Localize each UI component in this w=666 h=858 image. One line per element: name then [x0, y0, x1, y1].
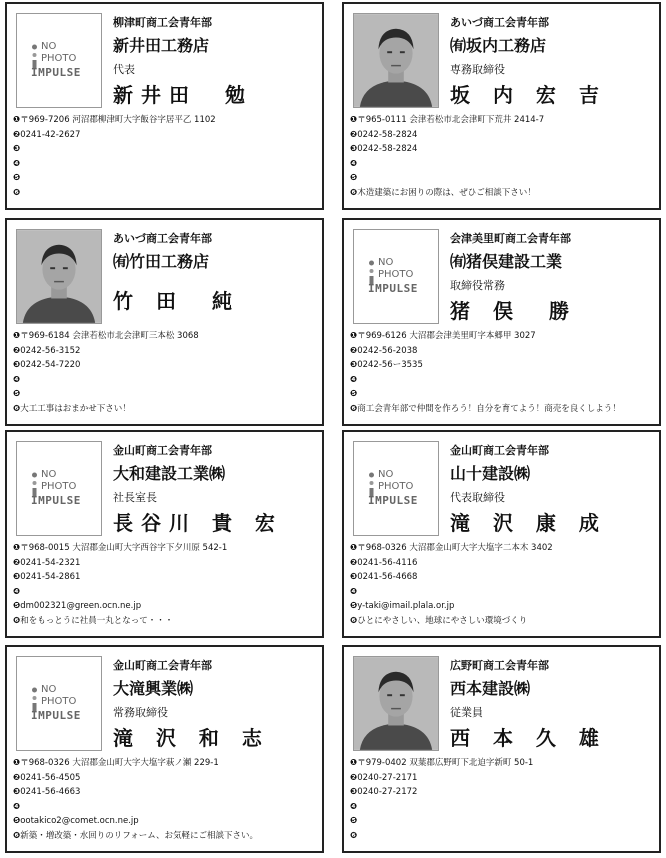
item-marker: ❷ — [13, 772, 21, 783]
company-name: 大滝興業㈱ — [113, 679, 194, 698]
item-marker: ❸ — [13, 360, 21, 371]
item-marker: ❻ — [350, 187, 358, 198]
item-marker: ❹ — [13, 374, 21, 385]
contact-item — [13, 186, 318, 201]
organization-name: 広野町商工会青年部 — [450, 659, 549, 672]
item-text: 〒968-0326 大沼郡金山町大字大塩字萩ノ瀬 229-1 — [20, 758, 219, 768]
item-marker: ❻ — [350, 830, 358, 841]
person-name: 猪 俣 勝 — [450, 299, 577, 323]
placeholder-no-photo-text — [41, 469, 76, 493]
contact-list — [13, 756, 318, 844]
item-text: 木造建築にお困りの際は、ぜひご相談下さい！ — [357, 187, 536, 198]
item-marker: ❶ — [350, 331, 358, 341]
organization-name: あいづ商工会青年部 — [113, 232, 212, 245]
item-marker: ❶ — [13, 331, 21, 341]
placeholder-logo-icon — [31, 44, 38, 68]
organization-name: 会津美里町商工会青年部 — [450, 232, 571, 245]
company-name: ㈲竹田工務店 — [113, 252, 210, 271]
contact-item — [13, 142, 318, 157]
item-marker: ❷ — [350, 772, 358, 783]
placeholder-brand: IMPULSE — [31, 494, 81, 507]
contact-item — [13, 402, 318, 417]
job-title: 従業員 — [450, 706, 483, 719]
contact-item — [13, 599, 318, 614]
item-marker: ❷ — [350, 345, 358, 356]
member-card — [342, 218, 661, 426]
person-name: 竹 田 純 — [113, 289, 240, 313]
contact-item — [13, 358, 318, 373]
item-marker: ❺ — [13, 173, 21, 184]
contact-list — [350, 541, 655, 629]
contact-item — [350, 829, 655, 844]
item-marker: ❺ — [350, 601, 358, 612]
contact-item — [13, 329, 318, 344]
portrait-photo — [354, 14, 438, 107]
item-text: y-taki@imail.plala.or.jp — [357, 601, 455, 612]
placeholder-no-photo-text — [378, 469, 413, 493]
job-title: 社長室長 — [113, 491, 157, 504]
person-name: 新井田 勉 — [113, 83, 253, 107]
company-name: 新井田工務店 — [113, 36, 210, 55]
member-photo — [16, 13, 102, 108]
item-text: 0241-56-4505 — [20, 772, 81, 783]
contact-list — [13, 329, 318, 417]
placeholder-logo-icon — [368, 472, 375, 496]
item-text: 0241-56-4116 — [357, 557, 418, 568]
item-text: ootakico2@comet.ocn.ne.jp — [20, 816, 139, 827]
contact-item — [13, 800, 318, 815]
member-card — [342, 2, 661, 210]
placeholder-logo-icon — [31, 472, 38, 496]
item-text: 0240-27-2172 — [357, 787, 418, 798]
portrait-photo — [17, 230, 101, 323]
contact-item — [350, 344, 655, 359]
item-text: 0241-42-2627 — [20, 129, 81, 140]
contact-item — [350, 599, 655, 614]
job-title: 専務取締役 — [450, 63, 505, 76]
member-card — [5, 430, 324, 638]
item-text: 〒969-6184 会津若松市北会津町三本松 3068 — [20, 331, 199, 341]
item-marker: ❹ — [13, 801, 21, 812]
contact-item — [350, 541, 655, 556]
item-marker: ❹ — [350, 158, 358, 169]
contact-item — [13, 771, 318, 786]
item-text: 0241-54-2321 — [20, 557, 81, 568]
item-marker: ❹ — [13, 586, 21, 597]
item-marker: ❻ — [350, 403, 358, 414]
item-marker: ❸ — [13, 572, 21, 583]
organization-name: 金山町商工会青年部 — [113, 659, 212, 672]
item-text: 0242-58-2824 — [357, 129, 418, 140]
item-marker: ❸ — [350, 144, 358, 155]
item-marker: ❹ — [13, 158, 21, 169]
contact-item — [13, 556, 318, 571]
item-text: 〒969-7206 河沼郡柳津町大字飯谷字居平乙 1102 — [20, 115, 216, 125]
placeholder-logo-icon — [368, 260, 375, 284]
contact-item — [350, 142, 655, 157]
contact-item — [350, 785, 655, 800]
contact-item — [350, 771, 655, 786]
contact-list — [13, 113, 318, 201]
item-text: 0241-56-4663 — [20, 787, 81, 798]
contact-list — [350, 756, 655, 844]
item-marker: ❻ — [13, 830, 21, 841]
placeholder-brand: IMPULSE — [368, 494, 418, 507]
contact-item — [13, 570, 318, 585]
item-text: 〒968-0015 大沼郡金山町大字西谷字下夕川原 542-1 — [20, 543, 228, 553]
item-marker: ❶ — [350, 758, 358, 768]
job-title: 代表取締役 — [450, 491, 505, 504]
item-marker: ❶ — [13, 543, 21, 553]
item-marker: ❷ — [13, 345, 21, 356]
contact-item — [350, 128, 655, 143]
job-title: 代表 — [113, 63, 135, 76]
item-marker: ❺ — [350, 389, 358, 400]
member-photo — [353, 441, 439, 536]
member-photo — [16, 229, 102, 324]
contact-item — [350, 171, 655, 186]
person-name: 長谷川 貴 宏 — [113, 511, 283, 535]
member-photo — [16, 441, 102, 536]
item-text: 商工会青年部で仲間を作ろう！自分を育てよう！商売を良くしよう！ — [357, 403, 621, 414]
contact-item — [13, 387, 318, 402]
contact-item — [13, 344, 318, 359]
contact-item — [350, 373, 655, 388]
person-name: 滝 沢 康 成 — [450, 511, 607, 535]
item-text: 和をもっとうに社員一丸となって・・・ — [20, 615, 174, 626]
person-name: 西 本 久 雄 — [450, 726, 607, 750]
contact-item — [13, 785, 318, 800]
contact-item — [13, 113, 318, 128]
item-marker: ❸ — [13, 144, 21, 155]
item-marker: ❷ — [13, 557, 21, 568]
item-text: 0242-56ー3535 — [357, 360, 423, 371]
company-name: ㈲猪俣建設工業 — [450, 252, 563, 271]
member-card — [342, 430, 661, 638]
item-marker: ❺ — [13, 816, 21, 827]
item-marker: ❶ — [350, 543, 358, 553]
contact-item — [13, 171, 318, 186]
job-title: 取締役常務 — [450, 279, 505, 292]
item-marker: ❶ — [13, 758, 21, 768]
member-card — [5, 218, 324, 426]
placeholder-no-photo-text — [41, 41, 76, 65]
placeholder-brand: IMPULSE — [368, 282, 418, 295]
contact-item — [13, 585, 318, 600]
item-marker: ❻ — [13, 615, 21, 626]
contact-item — [13, 128, 318, 143]
member-photo — [16, 656, 102, 751]
company-name: ㈲坂内工務店 — [450, 36, 547, 55]
organization-name: 金山町商工会青年部 — [113, 444, 212, 457]
item-text: 0242-56-2038 — [357, 345, 418, 356]
item-text: 0242-58-2824 — [357, 144, 418, 155]
member-photo — [353, 229, 439, 324]
item-marker: ❺ — [13, 389, 21, 400]
member-card — [5, 2, 324, 210]
portrait-photo — [354, 657, 438, 750]
item-marker: ❻ — [13, 403, 21, 414]
item-text: 〒968-0326 大沼郡金山町大字大塩字二本木 3402 — [357, 543, 553, 553]
organization-name: 柳津町商工会青年部 — [113, 16, 212, 29]
contact-item — [350, 800, 655, 815]
person-name: 坂 内 宏 吉 — [450, 83, 607, 107]
item-text: 〒969-6126 大沼郡会津美里町字本郷甲 3027 — [357, 331, 536, 341]
placeholder-no: NO — [41, 469, 57, 480]
placeholder-photo: PHOTO — [378, 269, 414, 280]
placeholder-no: NO — [378, 257, 394, 268]
company-name: 西本建設㈱ — [450, 679, 531, 698]
contact-item — [350, 814, 655, 829]
company-name: 大和建設工業㈱ — [113, 464, 226, 483]
placeholder-no: NO — [378, 469, 394, 480]
item-text: 〒979-0402 双葉郡広野町下北迫字新町 50-1 — [357, 758, 534, 768]
contact-item — [13, 829, 318, 844]
item-marker: ❷ — [350, 129, 358, 140]
item-marker: ❸ — [13, 787, 21, 798]
item-text: 新築・増改築・水回りのリフォーム、お気軽にご相談下さい。 — [20, 830, 259, 841]
item-marker: ❷ — [350, 557, 358, 568]
organization-name: 金山町商工会青年部 — [450, 444, 549, 457]
contact-item — [350, 157, 655, 172]
member-card — [5, 645, 324, 853]
contact-item — [350, 358, 655, 373]
contact-list — [350, 113, 655, 201]
member-photo — [353, 13, 439, 108]
placeholder-photo: PHOTO — [378, 481, 414, 492]
item-text: 0240-27-2171 — [357, 772, 418, 783]
contact-item — [350, 402, 655, 417]
contact-item — [350, 186, 655, 201]
contact-list — [13, 541, 318, 629]
placeholder-logo-icon — [31, 687, 38, 711]
item-text: 0242-56-3152 — [20, 345, 81, 356]
item-text: 0242-54-7220 — [20, 360, 81, 371]
member-photo — [353, 656, 439, 751]
placeholder-photo: PHOTO — [41, 696, 77, 707]
contact-item — [13, 814, 318, 829]
member-card — [342, 645, 661, 853]
item-marker: ❶ — [13, 115, 21, 125]
item-marker: ❻ — [13, 187, 21, 198]
placeholder-no: NO — [41, 684, 57, 695]
contact-item — [350, 387, 655, 402]
item-marker: ❸ — [350, 787, 358, 798]
item-marker: ❹ — [350, 374, 358, 385]
item-marker: ❺ — [350, 816, 358, 827]
item-marker: ❻ — [350, 615, 358, 626]
contact-item — [350, 585, 655, 600]
contact-item — [350, 556, 655, 571]
item-marker: ❺ — [13, 601, 21, 612]
item-text: ひとにやさしい、地球にやさしい環境づくり — [357, 615, 528, 626]
item-marker: ❶ — [350, 115, 358, 125]
contact-item — [350, 329, 655, 344]
contact-item — [350, 113, 655, 128]
item-marker: ❷ — [13, 129, 21, 140]
placeholder-no-photo-text — [41, 684, 76, 708]
item-text: 0241-54-2861 — [20, 572, 81, 583]
item-marker: ❹ — [350, 801, 358, 812]
placeholder-no: NO — [41, 41, 57, 52]
placeholder-no-photo-text — [378, 257, 413, 281]
company-name: 山十建設㈱ — [450, 464, 531, 483]
item-text: 0241-56-4668 — [357, 572, 418, 583]
contact-item — [350, 570, 655, 585]
contact-item — [350, 756, 655, 771]
item-marker: ❸ — [350, 360, 358, 371]
item-marker: ❹ — [350, 586, 358, 597]
contact-item — [13, 614, 318, 629]
contact-item — [13, 541, 318, 556]
job-title: 常務取締役 — [113, 706, 168, 719]
placeholder-brand: IMPULSE — [31, 66, 81, 79]
placeholder-brand: IMPULSE — [31, 709, 81, 722]
item-marker: ❸ — [350, 572, 358, 583]
contact-item — [13, 373, 318, 388]
item-text: 〒965-0111 会津若松市北会津町下荒井 2414-7 — [357, 115, 545, 125]
contact-item — [13, 756, 318, 771]
person-name: 滝 沢 和 志 — [113, 726, 270, 750]
contact-list — [350, 329, 655, 417]
placeholder-photo: PHOTO — [41, 53, 77, 64]
contact-item — [13, 157, 318, 172]
item-text: 大工工事はおまかせ下さい！ — [20, 403, 131, 414]
item-marker: ❺ — [350, 173, 358, 184]
item-text: dm002321@green.ocn.ne.jp — [20, 601, 142, 612]
organization-name: あいづ商工会青年部 — [450, 16, 549, 29]
placeholder-photo: PHOTO — [41, 481, 77, 492]
contact-item — [350, 614, 655, 629]
